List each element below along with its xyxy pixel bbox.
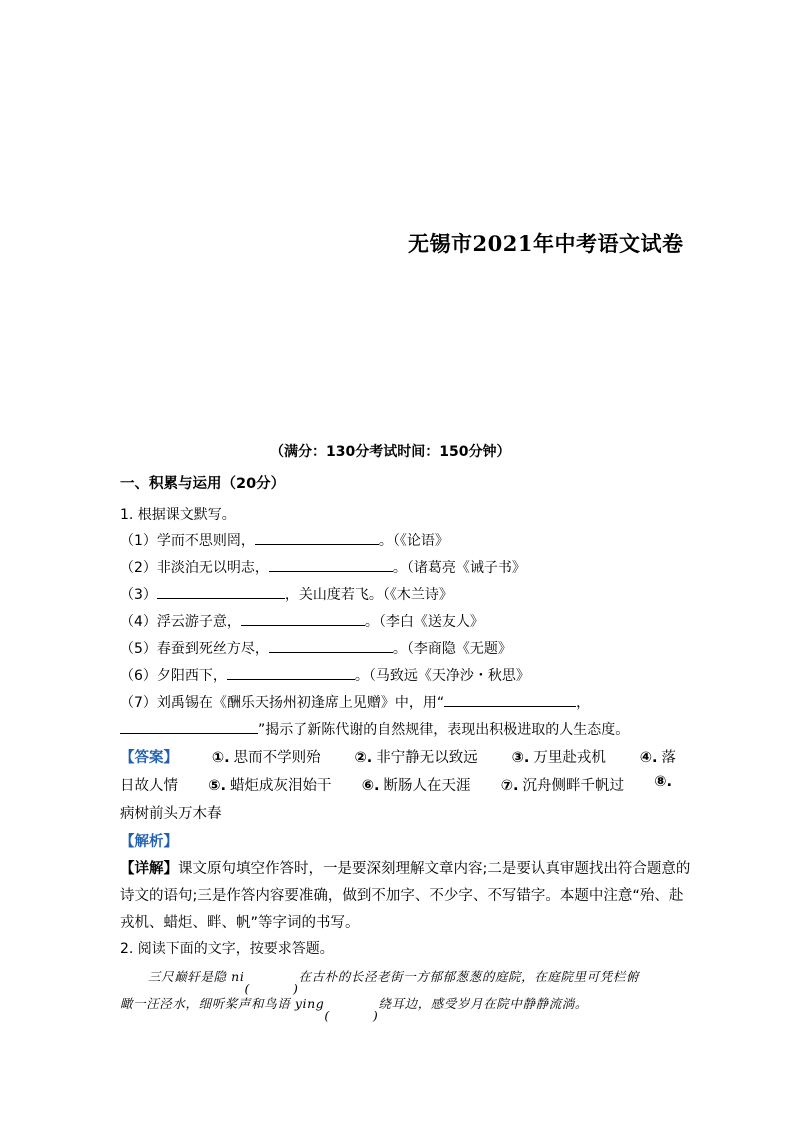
analysis-line-1: 【详解】课文原句填空作答时，一是要深刻理解文章内容;二是要认真审题找出符合题意的 bbox=[120, 861, 691, 877]
analysis-line-2: 诗文的语句;三是作答内容要准确，做到不加字、不少字、不写错字。本题中注意“殆、赴 bbox=[120, 888, 684, 904]
answer-row-1 bbox=[120, 746, 676, 767]
question-1-item-5: （5）春蚕到死丝方尽， 。（李商隐《无题》 bbox=[120, 638, 512, 658]
answer-item: 日故人情 bbox=[120, 778, 178, 794]
passage-line-2: 瞰一汪泾水，细听桨声和鸟语 ying 绕耳边，感受岁月在院中静静流淌。 bbox=[120, 996, 588, 1011]
answer-item: ⑦. 沉舟侧畔千帆过 bbox=[500, 778, 624, 794]
answer-item: ⑤. 蜡炬成灰泪始干 bbox=[208, 778, 332, 794]
exam-info: （满分：130分考试时间：150分钟） bbox=[270, 444, 511, 460]
answer-blank[interactable] bbox=[269, 638, 393, 653]
question-1-item-7-cont: ”揭示了新陈代谢的自然规律，表现出积极进取的人生态度。 bbox=[120, 719, 629, 739]
passage-line-1: 三尺巅轩是隐 ni 在古朴的长泾老街一方郁郁葱葱的庭院，在庭院里可凭栏俯 bbox=[148, 969, 640, 984]
question-1-item-3: （3） ，关山度若飞。（《木兰诗》 bbox=[120, 584, 453, 604]
answer-item: ②. 非宁静无以致远 bbox=[354, 750, 478, 766]
answer-blank[interactable] bbox=[120, 719, 258, 734]
answer-blank[interactable] bbox=[241, 611, 365, 626]
answer-item: ⑧. bbox=[654, 774, 672, 790]
answer-item: ⑥. 断肠人在天涯 bbox=[361, 778, 471, 794]
answer-blank[interactable] bbox=[227, 665, 355, 680]
answer-blank[interactable] bbox=[444, 692, 576, 707]
answer-blank[interactable] bbox=[269, 557, 393, 572]
answer-item: ①. 思而不学则殆 bbox=[211, 750, 321, 766]
answer-item: ④. 落 bbox=[639, 750, 676, 766]
answer-blank[interactable] bbox=[255, 530, 379, 545]
question-1-item-7: （7）刘禹锡在《酬乐天扬州初逢席上见赠》中，用“ ， bbox=[120, 692, 590, 712]
question-1-item-4: （4）浮云游子意， 。（李白《送友人》 bbox=[120, 611, 484, 631]
answer-label: 【答案】 bbox=[120, 750, 178, 766]
analysis-label: 【解析】 bbox=[120, 834, 178, 850]
answer-row-2 bbox=[120, 774, 676, 795]
page-title: 无锡市2021年中考语文试卷 bbox=[408, 231, 684, 256]
section-heading: 一、积累与运用（20分） bbox=[120, 476, 286, 492]
question-1-item-6: （6）夕阳西下， 。（马致远《天净沙・秋思》 bbox=[120, 665, 530, 685]
analysis-line-3: 戎机、蜡炬、畔、帆”等字词的书写。 bbox=[120, 915, 360, 931]
question-1-item-1: （1）学而不思则罔， 。（《论语》 bbox=[120, 530, 449, 550]
question-1-prompt: 1. 根据课文默写。 bbox=[120, 507, 236, 523]
answer-row-3: 病树前头万木春 bbox=[120, 806, 222, 822]
question-2-prompt: 2. 阅读下面的文字，按要求答题。 bbox=[120, 941, 334, 957]
detail-label: 【详解】 bbox=[120, 861, 178, 877]
answer-blank[interactable] bbox=[157, 584, 285, 599]
answer-item: ③. 万里赴戎机 bbox=[511, 750, 606, 766]
question-1-item-2: （2）非淡泊无以明志， 。（诸葛亮《诫子书》 bbox=[120, 557, 526, 577]
